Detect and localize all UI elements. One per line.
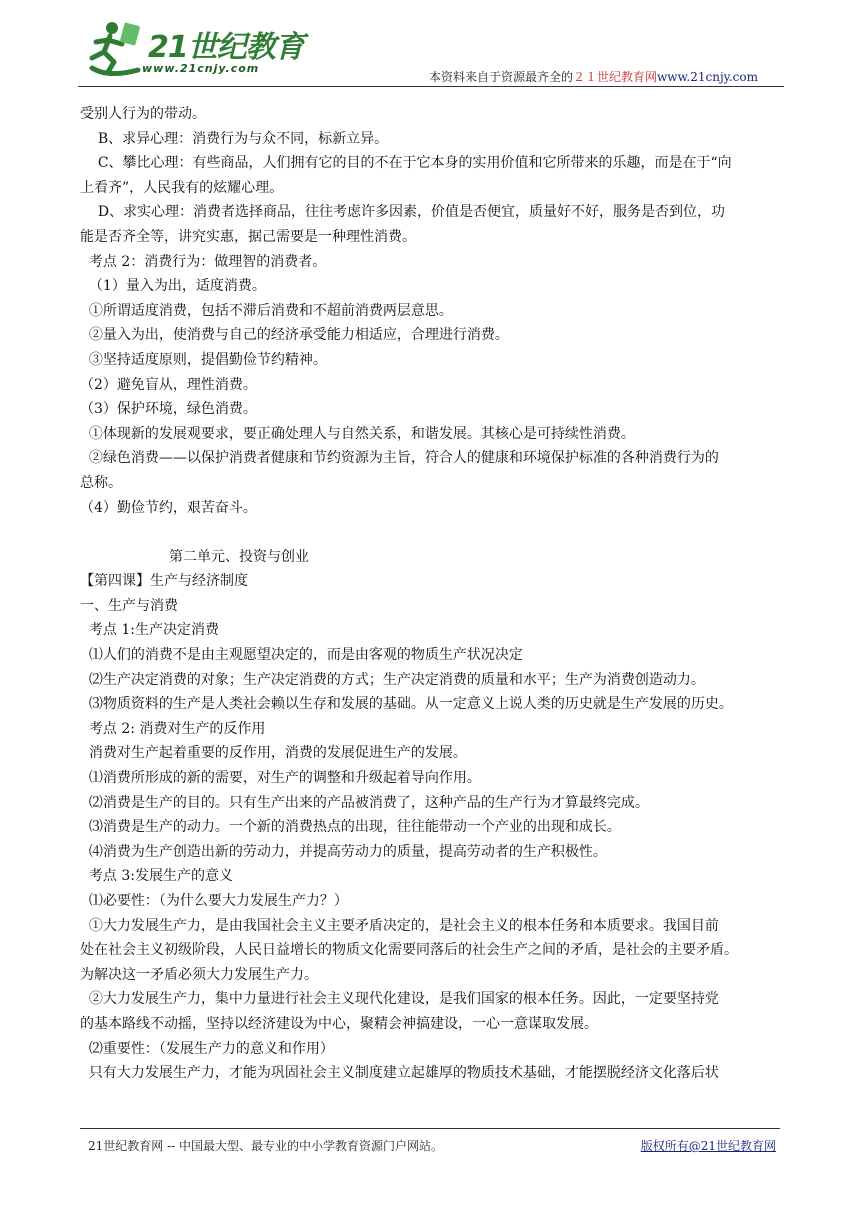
body-line: 处在社会主义初级阶段，人民日益增长的物质文化需要同落后的社会生产之间的矛盾，是社会的主要矛盾。 [80,942,738,959]
body-line: ⑴人们的消费不是由主观愿望决定的，而是由客观的物质生产状况决定 [80,647,523,664]
body-line: 考点 1:生产决定消费 [80,622,219,639]
body-line: C、攀比心理：有些商品，人们拥有它的目的不在于它本身的实用价值和它所带来的乐趣，而是在于“向 [80,155,732,172]
body-line: （3）保护环境，绿色消费。 [80,401,257,418]
body-line: ⑶消费是生产的动力。一个新的消费热点的出现，往往能带动一个产业的出现和成长。 [80,819,621,836]
body-line: 只有大力发展生产力，才能为巩固社会主义制度建立起雄厚的物质技术基础，才能摆脱经济文化落后状 [80,1065,719,1082]
body-line: 考点 2：消费行为：做理智的消费者。 [80,253,327,270]
document-body [80,102,786,1086]
body-line: ②绿色消费——以保护消费者健康和节约资源为主旨，符合人的健康和环境保护标准的各种消费行为的 [80,450,719,467]
body-line: ③坚持适度原则，提倡勤俭节约精神。 [80,351,327,368]
body-line: ⑵生产决定消费的对象；生产决定消费的方式；生产决定消费的质量和水平；生产为消费创造动力。 [80,671,705,688]
site-logo[interactable] [78,18,318,84]
body-line: D、求实心理：消费者选择商品，往往考虑许多因素，价值是否便宜，质量好不好，服务是否到位，功 [80,204,726,221]
body-line: ①体现新的发展观要求，要正确处理人与自然关系，和谐发展。其核心是可持续性消费。 [80,425,635,442]
body-line: 考点 3:发展生产的意义 [80,868,233,885]
runner-logo-icon [78,18,148,84]
header-note-prefix: 本资料来自于资源最齐全的 [429,70,574,84]
body-line: 上看齐”，人民我有的炫耀心理。 [80,179,284,196]
body-line: 消费对生产起着重要的反作用，消费的发展促进生产的发展。 [80,745,467,762]
header-source-note [429,68,758,85]
body-line: B、求异心理：消费行为与众不同，标新立异。 [80,130,389,147]
body-line: ②大力发展生产力，集中力量进行社会主义现代化建设，是我们国家的根本任务。因此，一定要坚持党 [80,991,719,1008]
body-line: 总称。 [80,474,122,491]
header-divider [78,86,784,87]
body-line: ⑵消费是生产的目的。只有生产出来的产品被消费了，这种产品的生产行为才算最终完成。 [80,794,649,811]
body-line: 【第四课】生产与经济制度 [80,573,248,590]
body-line: （4）勤俭节约，艰苦奋斗。 [80,499,257,516]
body-line: ⑷消费为生产创造出新的劳动力，并提高劳动力的质量，提高劳动者的生产积极性。 [80,843,607,860]
footer-copyright-link[interactable]: 版权所有@21世纪教育网 [640,1139,776,1153]
body-line: 为解决这一矛盾必须大力发展生产力。 [80,966,318,983]
body-line: （2）避免盲从，理性消费。 [80,376,257,393]
body-line: 一、生产与消费 [80,597,178,614]
header-note-url[interactable]: www.21cnjy.com [657,70,758,84]
body-line: 的基本路线不动摇，坚持以经济建设为中心，聚精会神搞建设，一心一意谋取发展。 [80,1015,598,1032]
body-line: ②量入为出，使消费与自己的经济承受能力相适应，合理进行消费。 [80,327,509,344]
body-line: ⑵重要性：（发展生产力的意义和作用） [80,1040,334,1057]
body-line: 考点 2: 消费对生产的反作用 [80,720,266,737]
page-header [78,18,784,86]
footer-site-description: 21世纪教育网 -- 中国最大型、最专业的中小学教育资源门户网站。 [88,1139,444,1153]
body-line: ①大力发展生产力，是由我国社会主义主要矛盾决定的，是社会主义的根本任务和本质要求。我国目前 [80,917,719,934]
body-line: ⑴消费所形成的新的需要，对生产的调整和升级起着导向作用。 [80,770,481,787]
body-line: ⑴必要性：（为什么要大力发展生产力？） [80,893,348,909]
logo-wordmark: 21世纪教育 [148,30,304,65]
body-line: 能是否齐全等，讲究实惠，据己需要是一种理性消费。 [80,228,416,245]
logo-url: www.21cnjy.com [142,62,260,75]
page-footer [80,1128,780,1153]
header-note-site: ２１世纪教育网 [573,70,658,84]
body-line [80,520,786,545]
body-line: ⑶物质资料的生产是人类社会赖以生存和发展的基础。从一定意义上说人类的历史就是生产发展的历史。 [80,696,733,713]
body-line: ①所谓适度消费，包括不滞后消费和不超前消费两层意思。 [80,302,453,319]
body-line: 受别人行为的带动。 [80,106,206,122]
body-line: 第二单元、投资与创业 [80,548,310,565]
body-line: （1）量入为出，适度消费。 [80,278,266,295]
